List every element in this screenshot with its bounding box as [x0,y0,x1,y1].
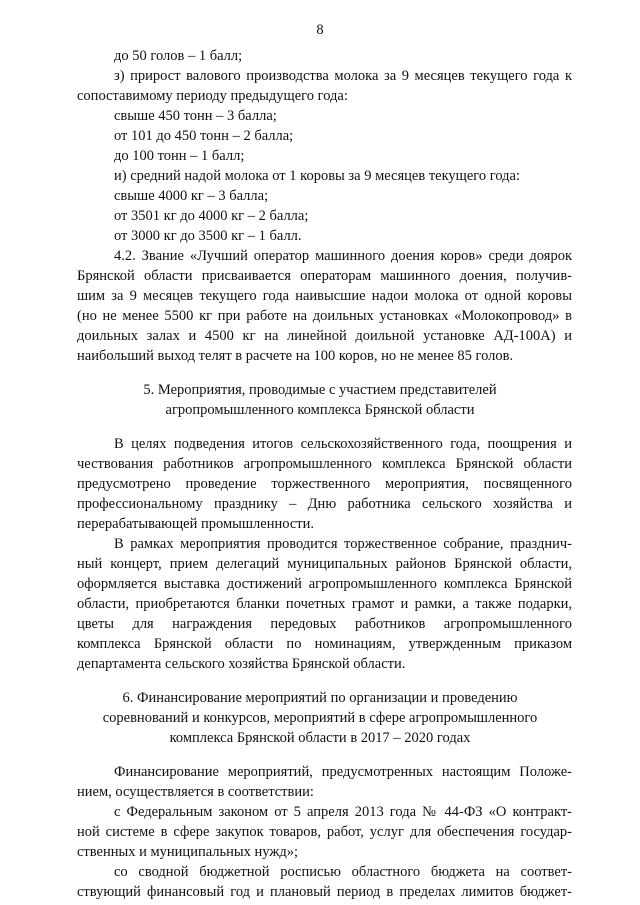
text-line: комплекса Брянской области по номинациям, утвержденным приказом [77,636,572,652]
text-line: от 101 до 450 тонн – 2 балла; [114,128,294,144]
text-line: предусмотрено проведение торжественного мероприятия, посвященного [77,476,572,492]
text-line: з) прирост валового производства молока за 9 месяцев текущего года к [114,68,572,84]
section-heading: соревнований и конкурсов, мероприятий в сфере агропромышленного [102,710,538,726]
text-line: департамента сельского хозяйства Брянской области. [77,656,406,672]
text-line: от 3501 кг до 4000 кг – 2 балла; [114,208,309,224]
text-line: В целях подведения итогов сельскохозяйственного года, поощрения и [114,436,572,452]
section-heading: комплекса Брянской области в 2017 – 2020 годах [169,730,471,746]
text-line: чествования работников агропромышленного комплекса Брянской области [77,456,572,472]
text-line: Брянской области присваивается операторам машинного доения, получив- [77,268,572,284]
section-heading: агропромышленного комплекса Брянской области [165,402,475,418]
page-number: 8 [316,22,324,38]
text-line: до 100 тонн – 1 балл; [114,148,245,164]
text-line: с Федеральным законом от 5 апреля 2013 года № 44-ФЗ «О контракт- [114,804,572,820]
text-line: ной системе в сфере закупок товаров, работ, услуг для обеспечения государ- [77,824,572,840]
text-line: и) средний надой молока от 1 коровы за 9 месяцев текущего года: [114,168,520,184]
section-heading: 6. Финансирование мероприятий по организации и проведению [122,690,518,706]
text-line: от 3000 кг до 3500 кг – 1 балл. [114,228,302,244]
text-line: нием, осуществляется в соответствии: [77,784,314,800]
text-line: сопоставимому периоду предыдущего года: [77,88,348,104]
text-line: области, приобретаются бланки почетных грамот и рамки, а также подарки, [77,596,572,612]
text-line: оформляется выставка достижений агропромышленного комплекса Брянской [77,576,572,592]
text-line: со сводной бюджетной росписью областного бюджета на соответ- [114,864,572,880]
text-line: ственных и муниципальных нужд»; [77,844,298,860]
text-line: свыше 450 тонн – 3 балла; [114,108,277,124]
text-line: ствующий финансовый год и плановый период в пределах лимитов бюджет- [77,884,572,900]
text-line: цветы для награждения передовых работников агропромышленного [77,616,572,632]
text-line: свыше 4000 кг – 3 балла; [114,188,269,204]
text-line: профессиональному празднику – Дню работника сельского хозяйства и [77,496,572,512]
text-line: до 50 голов – 1 балл; [114,48,243,64]
text-line: перерабатывающей промышленности. [77,516,315,532]
text-line: наибольший выход телят в расчете на 100 коров, но не менее 85 голов. [77,348,514,364]
text-line: 4.2. Звание «Лучший оператор машинного доения коров» среди доярок [114,248,572,264]
text-line: Финансирование мероприятий, предусмотренных настоящим Положе- [114,764,572,780]
section-heading: 5. Мероприятия, проводимые с участием представителей [143,382,497,398]
text-line: доильных залах и 4500 кг на линейной доильной установке АД-100А) и [77,328,572,344]
text-line: В рамках мероприятия проводится торжественное собрание, празднич- [114,536,572,552]
text-line: (но не менее 5500 кг при работе на доильных установках «Молокопровод» в [77,308,572,324]
text-line: шим за 9 месяцев текущего года наивысшие надои молока от одной коровы [77,288,572,304]
text-line: ный концерт, прием делегаций муниципальных районов Брянской области, [77,556,572,572]
